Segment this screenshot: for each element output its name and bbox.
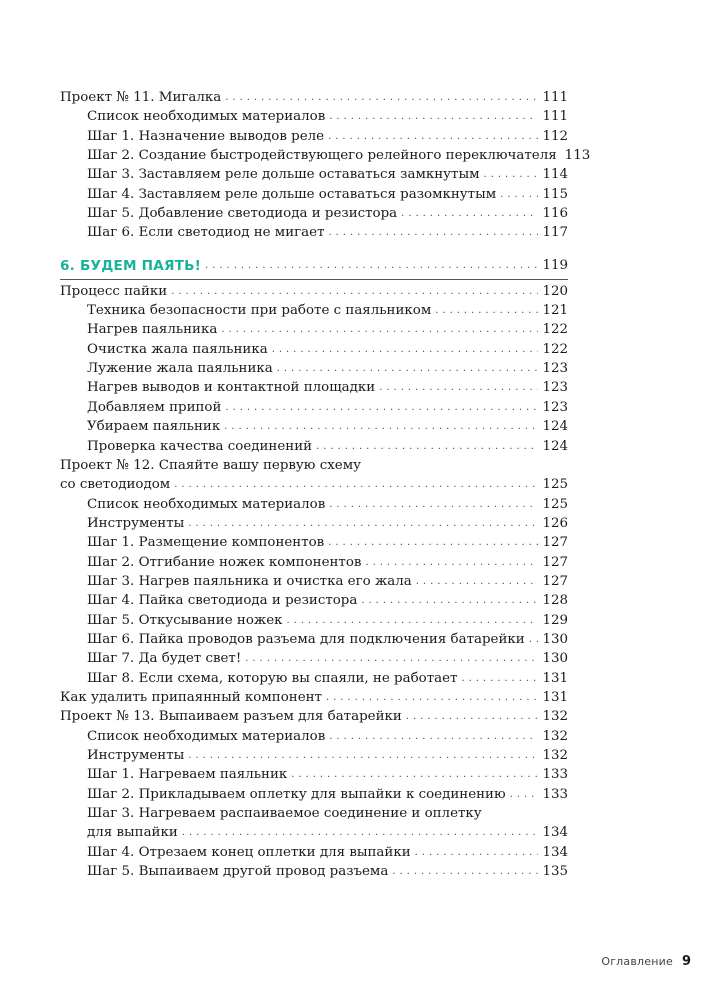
leader-dots [461, 669, 538, 688]
toc-entry[interactable] [60, 398, 568, 417]
leader-dots [188, 746, 538, 765]
toc-entry[interactable] [60, 378, 568, 397]
toc-entry[interactable] [60, 456, 568, 475]
toc-entry[interactable] [60, 707, 568, 726]
toc-entry-page-number: 131 [542, 689, 568, 705]
toc-entry-page-number: 124 [542, 419, 568, 435]
toc-entry-page-number: 126 [542, 515, 568, 531]
toc-entry[interactable] [60, 185, 568, 204]
leader-dots [415, 843, 539, 862]
toc-entry[interactable] [60, 611, 568, 630]
toc-entry-page-number: 128 [542, 593, 568, 609]
toc-entry-page-number: 134 [542, 844, 568, 860]
toc-entry-page-number: 127 [542, 554, 568, 570]
toc-entry[interactable] [60, 630, 568, 649]
toc-entry-title: Список необходимых материалов [87, 728, 326, 744]
toc-entry-page-number: 113 [564, 148, 591, 164]
toc-entry-page-number: 125 [542, 477, 568, 493]
leader-dots [174, 475, 538, 494]
toc-entry-page-number: 133 [542, 767, 568, 783]
toc-entry-title: Шаг 1. Назначение выводов реле [87, 128, 325, 144]
toc-entry[interactable] [60, 533, 568, 552]
toc-entry-page-number: 123 [542, 399, 568, 415]
toc-entry-title: Техника безопасности при работе с паяльником [87, 303, 432, 319]
leader-dots [326, 688, 538, 707]
toc-entry-page-number: 117 [542, 225, 568, 241]
toc-entry-title: Список необходимых материалов [87, 496, 326, 512]
toc-entry-title: Шаг 5. Выпаиваем другой провод разъема [87, 864, 389, 880]
toc-entry-title: Шаг 4. Заставляем реле дольше оставаться разомкнутым [87, 186, 497, 202]
leader-dots [328, 127, 538, 146]
leader-dots [392, 862, 538, 881]
toc-entry[interactable] [60, 107, 568, 126]
toc-entry-title: Шаг 2. Прикладываем оплетку для выпайки к соединению [87, 786, 506, 802]
leader-dots [329, 727, 538, 746]
leader-dots [272, 340, 539, 359]
toc-entry-page-number: 115 [542, 186, 568, 202]
toc-entry-page-number: 114 [542, 167, 568, 183]
toc-entry[interactable] [60, 282, 568, 301]
toc-entry-title: Нагрев выводов и контактной площадки [87, 380, 376, 396]
toc-entry[interactable] [60, 495, 568, 514]
chapter-page-number: 119 [542, 257, 568, 273]
footer-page-number: 9 [681, 954, 691, 969]
toc-entry-title: Лужение жала паяльника [87, 361, 273, 377]
leader-dots [510, 785, 539, 804]
toc-entry-title: Процесс пайки [60, 283, 168, 299]
toc-section-chapter-6 [60, 282, 568, 882]
leader-dots [171, 282, 538, 301]
leader-dots [361, 591, 538, 610]
toc-entry-page-number: 132 [542, 728, 568, 744]
leader-dots [329, 495, 538, 514]
toc-entry-title: Шаг 5. Добавление светодиода и резистора [87, 206, 398, 222]
chapter-heading[interactable] [60, 255, 568, 277]
leader-dots [500, 185, 538, 204]
toc-entry[interactable] [60, 340, 568, 359]
toc-entry[interactable] [60, 649, 568, 668]
toc-entry[interactable] [60, 475, 568, 494]
toc-entry[interactable] [60, 223, 568, 242]
toc-entry[interactable] [60, 204, 568, 223]
leader-dots [225, 88, 538, 107]
toc-entry-page-number: 133 [542, 786, 568, 802]
page-footer [601, 954, 691, 969]
leader-dots [224, 417, 538, 436]
toc-entry-title: Шаг 3. Нагрев паяльника и очистка его жала [87, 573, 412, 589]
toc-entry-title: Шаг 4. Пайка светодиода и резистора [87, 593, 358, 609]
footer-section-label: Оглавление [601, 955, 673, 968]
toc-entry-page-number: 135 [542, 864, 568, 880]
toc-entry-page-number: 125 [542, 496, 568, 512]
toc-entry[interactable] [60, 320, 568, 339]
chapter-title: 6. БУДЕМ ПАЯТЬ! [60, 257, 202, 274]
toc-entry-title: для выпайки [87, 825, 178, 841]
toc-entry-title: Добавляем припой [87, 399, 222, 415]
toc-entry[interactable] [60, 862, 568, 881]
leader-dots [406, 707, 539, 726]
toc-entry[interactable] [60, 146, 591, 165]
toc-entry[interactable] [60, 359, 568, 378]
leader-dots [245, 649, 538, 668]
toc-entry-title: Проект № 13. Выпаиваем разъем для батарейки [60, 709, 402, 725]
leader-dots [329, 107, 538, 126]
toc-entry-title: Как удалить припаянный компонент [60, 689, 322, 705]
toc-entry-page-number: 134 [542, 825, 568, 841]
toc-entry-page-number: 122 [542, 322, 568, 338]
toc-entry-title: Шаг 8. Если схема, которую вы спаяли, не работает [87, 670, 458, 686]
toc-entry[interactable] [60, 553, 568, 572]
toc-entry-title: Нагрев паяльника [87, 322, 218, 338]
leader-dots [291, 765, 538, 784]
toc-entry-title: Убираем паяльник [87, 419, 221, 435]
leader-dots [328, 223, 538, 242]
leader-dots [401, 204, 538, 223]
leader-dots [328, 533, 538, 552]
toc-entry-title: Проект № 11. Мигалка [60, 90, 222, 105]
leader-dots [277, 359, 539, 378]
toc-entry-title: Шаг 2. Создание быстродействующего релейного переключателя [87, 148, 557, 164]
leader-dots [205, 255, 538, 277]
toc-entry[interactable] [60, 843, 568, 862]
leader-dots [316, 437, 538, 456]
leader-dots [221, 320, 538, 339]
toc-entry-page-number: 123 [542, 380, 568, 396]
leader-dots [188, 514, 538, 533]
toc-entry[interactable] [60, 437, 568, 456]
toc-entry-page-number: 116 [542, 206, 568, 222]
toc-entry-page-number: 130 [542, 651, 568, 667]
toc-entry[interactable] [60, 165, 568, 184]
toc-entry-title: Шаг 2. Отгибание ножек компонентов [87, 554, 362, 570]
toc-entry-title: Шаг 6. Пайка проводов разъема для подключения батарейки [87, 631, 525, 647]
leader-dots [225, 398, 538, 417]
toc-entry[interactable] [60, 785, 568, 804]
toc-entry[interactable] [60, 727, 568, 746]
toc-entry-title: Очистка жала паяльника [87, 341, 268, 357]
leader-dots [287, 611, 539, 630]
toc-entry-title: Шаг 6. Если светодиод не мигает [87, 225, 325, 241]
leader-dots [416, 572, 539, 591]
toc-entry[interactable] [60, 765, 568, 784]
toc-entry[interactable] [60, 514, 568, 533]
toc-entry-title: Шаг 4. Отрезаем конец оплетки для выпайки [87, 844, 411, 860]
toc-entry-title: Инструменты [87, 515, 185, 531]
toc-entry-page-number: 127 [542, 535, 568, 551]
toc-entry-page-number: 129 [542, 612, 568, 628]
toc-entry-title: Шаг 7. Да будет свет! [87, 651, 242, 667]
leader-dots [365, 553, 538, 572]
toc-entry-page-number: 124 [542, 438, 568, 454]
toc-entry-page-number: 120 [542, 283, 568, 299]
toc-entry-page-number: 121 [542, 303, 568, 319]
toc-entry[interactable] [60, 572, 568, 591]
toc-entry[interactable] [60, 823, 568, 842]
leader-dots [435, 301, 538, 320]
toc-entry-title: Шаг 1. Нагреваем паяльник [87, 767, 288, 783]
toc-entry-page-number: 122 [542, 341, 568, 357]
toc-entry-title: Шаг 5. Откусывание ножек [87, 612, 283, 628]
toc-entry-title: со светодиодом [60, 477, 171, 493]
toc-entry-title: Проект № 12. Спаяйте вашу первую схему [60, 457, 361, 473]
table-of-contents [60, 88, 591, 881]
leader-dots [529, 630, 539, 649]
toc-entry-page-number: 111 [542, 109, 568, 125]
toc-section-project-11 [60, 88, 591, 243]
toc-entry[interactable] [60, 301, 568, 320]
toc-entry[interactable] [60, 591, 568, 610]
toc-entry-title: Шаг 3. Нагреваем распаиваемое соединение и оплетку [87, 806, 482, 822]
toc-entry[interactable] [60, 746, 568, 765]
toc-entry-title: Шаг 3. Заставляем реле дольше оставаться замкнутым [87, 167, 480, 183]
toc-entry-page-number: 132 [542, 709, 568, 725]
toc-entry-page-number: 112 [542, 128, 568, 144]
leader-dots [484, 165, 539, 184]
toc-entry-title: Инструменты [87, 748, 185, 763]
toc-entry-title: Список необходимых материалов [87, 109, 326, 125]
toc-entry-page-number: 131 [542, 670, 568, 686]
toc-entry-title: Шаг 1. Размещение компонентов [87, 535, 325, 551]
toc-entry-page-number: 123 [542, 361, 568, 377]
toc-entry-page-number: 132 [542, 748, 568, 763]
toc-entry[interactable] [60, 417, 568, 436]
leader-dots [182, 823, 539, 842]
toc-entry-page-number: 130 [542, 631, 568, 647]
toc-entry[interactable] [60, 804, 568, 823]
toc-entry[interactable] [60, 127, 568, 146]
leader-dots [379, 378, 538, 397]
toc-entry[interactable] [60, 688, 568, 707]
toc-entry[interactable] [60, 88, 568, 107]
toc-entry-page-number: 111 [542, 90, 568, 105]
toc-entry[interactable] [60, 669, 568, 688]
toc-entry-page-number: 127 [542, 573, 568, 589]
chapter-divider [60, 279, 568, 280]
toc-entry-title: Проверка качества соединений [87, 438, 313, 454]
